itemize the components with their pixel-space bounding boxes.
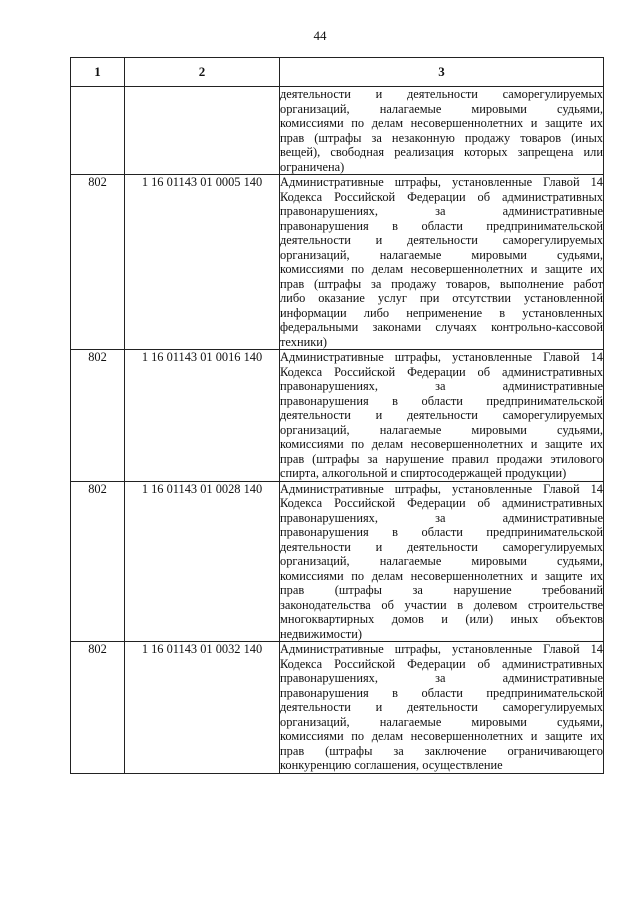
description-line: организаций, налагаемые мировыми судьями, xyxy=(280,422,603,437)
column-header-code: 2 xyxy=(125,58,280,87)
budget-classification-table xyxy=(70,57,604,774)
description-line: правонарушения в области предпринимательской xyxy=(280,393,603,408)
description-line: Кодекса Российской Федерации об административных xyxy=(280,496,603,510)
table-row xyxy=(71,175,604,350)
description-line: правонарушениях, за административные xyxy=(280,510,603,525)
description-line: недвижимости) xyxy=(280,626,362,641)
description-line: деятельности и деятельности саморегулируемых xyxy=(280,233,603,247)
description-line: информации либо неприменение в установленных xyxy=(280,305,603,320)
description-line: комиссиями по делам несовершеннолетних и защите их xyxy=(280,262,603,276)
description-line: Административные штрафы, установленные Главой 14 xyxy=(280,481,603,496)
budget-code-cell xyxy=(125,87,280,175)
description-line: правонарушениях, за административные xyxy=(280,671,603,685)
description-line: техники) xyxy=(280,334,327,349)
budget-code-cell: 1 16 01143 01 0028 140 xyxy=(125,481,280,642)
description-line: Кодекса Российской Федерации об административных xyxy=(280,189,603,204)
description-cell xyxy=(280,481,604,642)
description-line: комиссиями по делам несовершеннолетних и защите их xyxy=(280,568,603,583)
description-line: правонарушениях, за административные xyxy=(280,379,603,393)
description-cell xyxy=(280,350,604,482)
table-row xyxy=(71,642,604,774)
description-cell xyxy=(280,87,604,175)
page-number: 44 xyxy=(313,28,327,43)
table-header-row xyxy=(71,58,604,87)
budget-code-cell: 1 16 01143 01 0005 140 xyxy=(125,175,280,350)
column-header-admin: 1 xyxy=(71,58,125,87)
description-line: правонарушения в области предпринимательской xyxy=(280,685,603,700)
description-line: организаций, налагаемые мировыми судьями, xyxy=(280,554,603,568)
description-line: организаций, налагаемые мировыми судьями, xyxy=(280,247,603,262)
description-line: прав (штрафы за нарушение требований xyxy=(280,583,603,597)
description-line: комиссиями по делам несовершеннолетних и защите их xyxy=(280,729,603,743)
description-line: вещей), свободная реализация которых запрещена или xyxy=(280,145,603,159)
description-line: правонарушения в области предпринимательской xyxy=(280,218,603,233)
description-line: Административные штрафы, установленные Главой 14 xyxy=(280,350,603,364)
description-line: прав (штрафы за продажу товаров, выполнение работ xyxy=(280,276,603,291)
description-line: комиссиями по делам несовершеннолетних и защите их xyxy=(280,437,603,451)
column-header-description: 3 xyxy=(280,58,604,87)
description-line: ограничена) xyxy=(280,159,345,174)
description-line: законодательства об участии в долевом строительстве xyxy=(280,597,603,612)
description-line: Кодекса Российской Федерации об административных xyxy=(280,656,603,671)
admin-code-cell xyxy=(71,87,125,175)
admin-code-cell: 802 xyxy=(71,350,125,482)
description-line: федеральными законами случаях контрольно-кассовой xyxy=(280,320,603,334)
description-line: прав (штрафы за незаконную продажу товаров (иных xyxy=(280,130,603,145)
description-line: спирта, алкогольной и спиртосодержащей продукции) xyxy=(280,466,567,480)
description-line: деятельности и деятельности саморегулируемых xyxy=(280,700,603,714)
description-line: организаций, налагаемые мировыми судьями, xyxy=(280,101,603,116)
description-line: многоквартирных домов и (или) иных объектов xyxy=(280,612,603,626)
description-cell xyxy=(280,642,604,774)
description-line: прав (штрафы за заключение ограничивающего xyxy=(280,743,603,758)
description-line: деятельности и деятельности саморегулируемых xyxy=(280,87,603,101)
description-line: организаций, налагаемые мировыми судьями, xyxy=(280,714,603,729)
description-line: конкуренцию соглашения, осуществление xyxy=(280,758,503,772)
description-line: правонарушениях, за административные xyxy=(280,204,603,218)
description-line: правонарушения в области предпринимательской xyxy=(280,525,603,539)
budget-code-cell: 1 16 01143 01 0016 140 xyxy=(125,350,280,482)
admin-code-cell: 802 xyxy=(71,642,125,774)
table-row xyxy=(71,87,604,175)
table-row xyxy=(71,350,604,482)
description-line: Административные штрафы, установленные Главой 14 xyxy=(280,642,603,656)
description-line: прав (штрафы за нарушение правил продажи этилового xyxy=(280,451,603,466)
description-line: либо оказание услуг при отсутствии установленной xyxy=(280,291,603,305)
admin-code-cell: 802 xyxy=(71,481,125,642)
table-row xyxy=(71,481,604,642)
description-cell xyxy=(280,175,604,350)
description-line: комиссиями по делам несовершеннолетних и защите их xyxy=(280,116,603,130)
description-line: Административные штрафы, установленные Главой 14 xyxy=(280,175,603,189)
description-line: Кодекса Российской Федерации об административных xyxy=(280,364,603,379)
description-line: деятельности и деятельности саморегулируемых xyxy=(280,539,603,554)
admin-code-cell: 802 xyxy=(71,175,125,350)
budget-code-cell: 1 16 01143 01 0032 140 xyxy=(125,642,280,774)
description-line: деятельности и деятельности саморегулируемых xyxy=(280,408,603,422)
